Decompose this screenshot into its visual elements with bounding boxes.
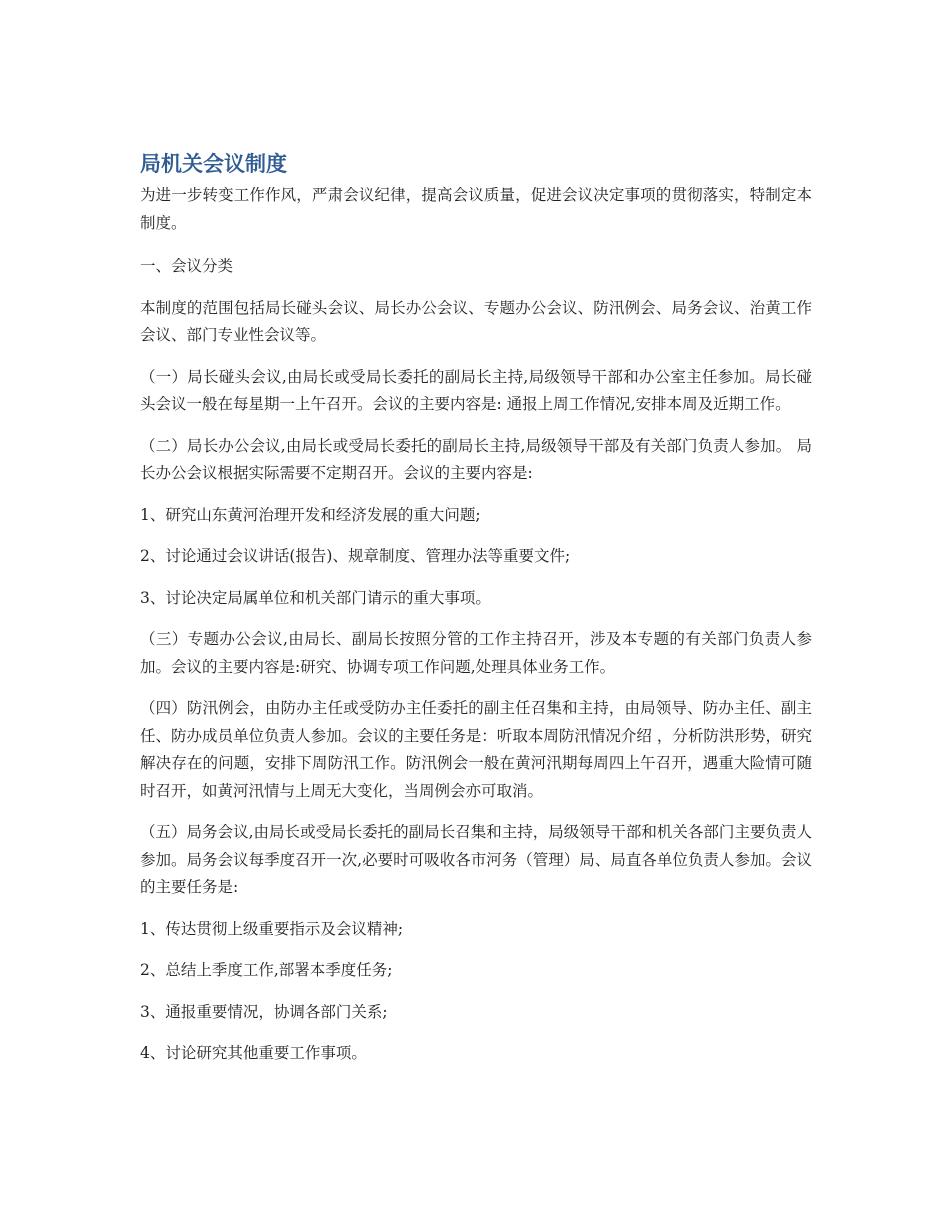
intro-paragraph: 为进一步转变工作作风，严肃会议纪律，提高会议质量，促进会议决定事项的贯彻落实，特制定本制度。: [140, 186, 812, 232]
flood-control-meeting-paragraph: （四）防汛例会，由防办主任或受防办主任委托的副主任召集和主持，由局领导、防办主任、副主任、防办成员单位负责人参加。会议的主要任务是：听取本周防汛情况介绍 ，分析防洪形势，研究解决存在的问题，安排下周防汛工作。防汛例会一般在黄河汛期每周四上午召开，遇重大险情可随时召开，如黄河汛情与上周无大变化，当周例会亦可取消。: [140, 699, 812, 800]
director-briefing-meeting-paragraph: （一）局长碰头会议,由局长或受局长委托的副局长主持,局级领导干部和办公室主任参加。局长碰头会议一般在每星期一上午召开。会议的主要内容是: 通报上周工作情况,安排本周及近期工作。: [140, 367, 812, 413]
scope-paragraph: 本制度的范围包括局长碰头会议、局长办公会议、专题办公会议、防汛例会、局务会议、治黄工作会议、部门专业性会议等。: [140, 298, 812, 344]
list-item: 1、研究山东黄河治理开发和经济发展的重大问题;: [140, 505, 481, 524]
list-item: 3、讨论决定局属单位和机关部门请示的重大事项。: [140, 588, 491, 607]
list-item: 2、讨论通过会议讲话(报告)、规章制度、管理办法等重要文件;: [140, 547, 571, 565]
list-item: 3、通报重要情况，协调各部门关系;: [140, 1002, 388, 1021]
director-office-meeting-paragraph: （二）局长办公会议,由局长或受局长委托的副局长主持,局级领导干部及有关部门负责人参加。 局长办公会议根据实际需要不定期召开。会议的主要内容是:: [140, 436, 812, 482]
list-item: 1、传达贯彻上级重要指示及会议精神;: [140, 919, 404, 938]
section-heading-meeting-categories: 一、会议分类: [140, 257, 234, 275]
list-item: 2、总结上季度工作,部署本季度任务;: [140, 961, 393, 979]
document-page: [140, 148, 812, 1082]
document-title: 局机关会议制度: [140, 152, 287, 176]
list-item: 4、讨论研究其他重要工作事项。: [140, 1044, 367, 1062]
bureau-affairs-meeting-paragraph: （五）局务会议,由局长或受局长委托的副局长召集和主持，局级领导干部和机关各部门主要负责人参加。局务会议每季度召开一次,必要时可吸收各市河务（管理）局、局直各单位负责人参加。会议的主要任务是:: [140, 823, 812, 896]
special-topic-meeting-paragraph: （三）专题办公会议,由局长、副局长按照分管的工作主持召开，涉及本专题的有关部门负责人参加。会议的主要内容是:研究、协调专项工作问题,处理具体业务工作。: [140, 630, 812, 676]
